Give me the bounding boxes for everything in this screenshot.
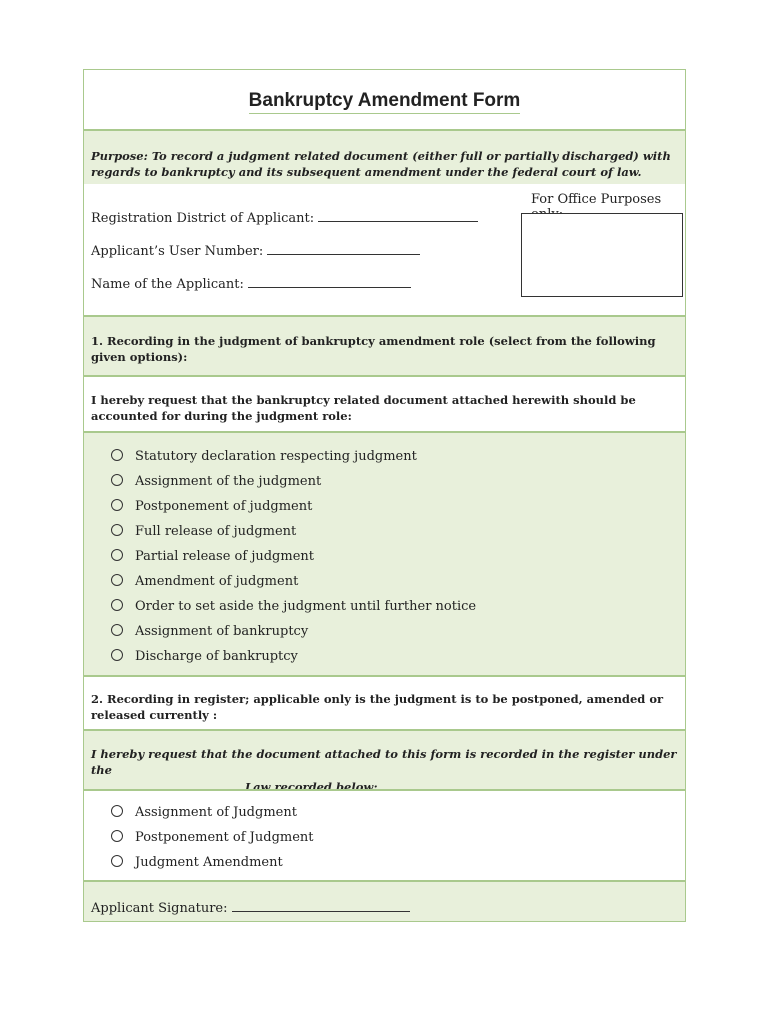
option-order-to-set-aside[interactable]: Order to set aside the judgment until further notice xyxy=(111,598,476,616)
signature-section xyxy=(84,880,685,921)
district-label: Registration District of Applicant: xyxy=(91,211,315,226)
signature-input-line[interactable] xyxy=(232,899,410,912)
section2-heading: 2. Recording in register; applicable only is the judgment is to be postponed, amended or released currently : xyxy=(91,692,664,722)
form-title: Bankruptcy Amendment Form xyxy=(84,90,685,112)
option-statutory-declaration[interactable]: Statutory declaration respecting judgment xyxy=(111,448,417,466)
user-number-field[interactable] xyxy=(91,242,420,259)
name-input-line[interactable] xyxy=(248,275,411,288)
office-purposes-box xyxy=(521,213,683,297)
applicant-details-section xyxy=(84,184,685,315)
user-number-input-line[interactable] xyxy=(267,242,420,255)
signature-label: Applicant Signature: xyxy=(91,901,228,916)
radio-icon[interactable] xyxy=(111,474,123,486)
section1-heading: 1. Recording in the judgment of bankruptcy amendment role (select from the following given options): xyxy=(91,334,656,364)
radio-icon[interactable] xyxy=(111,449,123,461)
name-label: Name of the Applicant: xyxy=(91,277,244,292)
radio-icon[interactable] xyxy=(111,805,123,817)
option-amendment-of-judgment[interactable]: Amendment of judgment xyxy=(111,573,298,591)
radio-icon[interactable] xyxy=(111,574,123,586)
option-assignment-of-bankruptcy[interactable]: Assignment of bankruptcy xyxy=(111,623,308,641)
radio-icon[interactable] xyxy=(111,499,123,511)
user-number-label: Applicant’s User Number: xyxy=(91,244,264,259)
radio-icon[interactable] xyxy=(111,624,123,636)
section2-request: I hereby request that the document attached to this form is recorded in the register under the Law recorded below: xyxy=(91,747,677,794)
section2-options-section xyxy=(84,789,685,881)
option-discharge-of-bankruptcy[interactable]: Discharge of bankruptcy xyxy=(111,648,298,666)
radio-icon[interactable] xyxy=(111,649,123,661)
section1-heading-section xyxy=(84,315,685,375)
section1-request-section xyxy=(84,375,685,431)
district-field[interactable] xyxy=(91,209,478,226)
radio-icon[interactable] xyxy=(111,830,123,842)
option-postponement-of-judgment[interactable]: Postponement of judgment xyxy=(111,498,312,516)
section1-request: I hereby request that the bankruptcy related document attached herewith should be accounted for during the judgment role: xyxy=(91,393,636,423)
section2-heading-section xyxy=(84,675,685,729)
purpose-section xyxy=(84,129,685,184)
signature-field[interactable] xyxy=(91,899,410,916)
radio-icon[interactable] xyxy=(111,524,123,536)
section1-options-section xyxy=(84,431,685,675)
purpose-text: Purpose: To record a judgment related document (either full or partially discharged) with regards to bankruptcy and its subsequent amendment under the federal court of law. xyxy=(91,149,671,179)
radio-icon[interactable] xyxy=(111,549,123,561)
district-input-line[interactable] xyxy=(318,209,478,222)
option-assignment-of-judgment[interactable]: Assignment of the judgment xyxy=(111,473,321,491)
option-full-release[interactable]: Full release of judgment xyxy=(111,523,296,541)
title-section xyxy=(84,70,685,130)
option-register-assignment[interactable]: Assignment of Judgment xyxy=(111,804,297,822)
option-partial-release[interactable]: Partial release of judgment xyxy=(111,548,314,566)
option-register-amendment[interactable]: Judgment Amendment xyxy=(111,854,283,872)
option-register-postponement[interactable]: Postponement of Judgment xyxy=(111,829,314,847)
radio-icon[interactable] xyxy=(111,599,123,611)
bankruptcy-amendment-form xyxy=(83,69,686,922)
section2-request-section xyxy=(84,729,685,794)
name-field[interactable] xyxy=(91,275,411,292)
office-purposes-label: For Office Purposes xyxy=(531,192,662,207)
radio-icon[interactable] xyxy=(111,855,123,867)
